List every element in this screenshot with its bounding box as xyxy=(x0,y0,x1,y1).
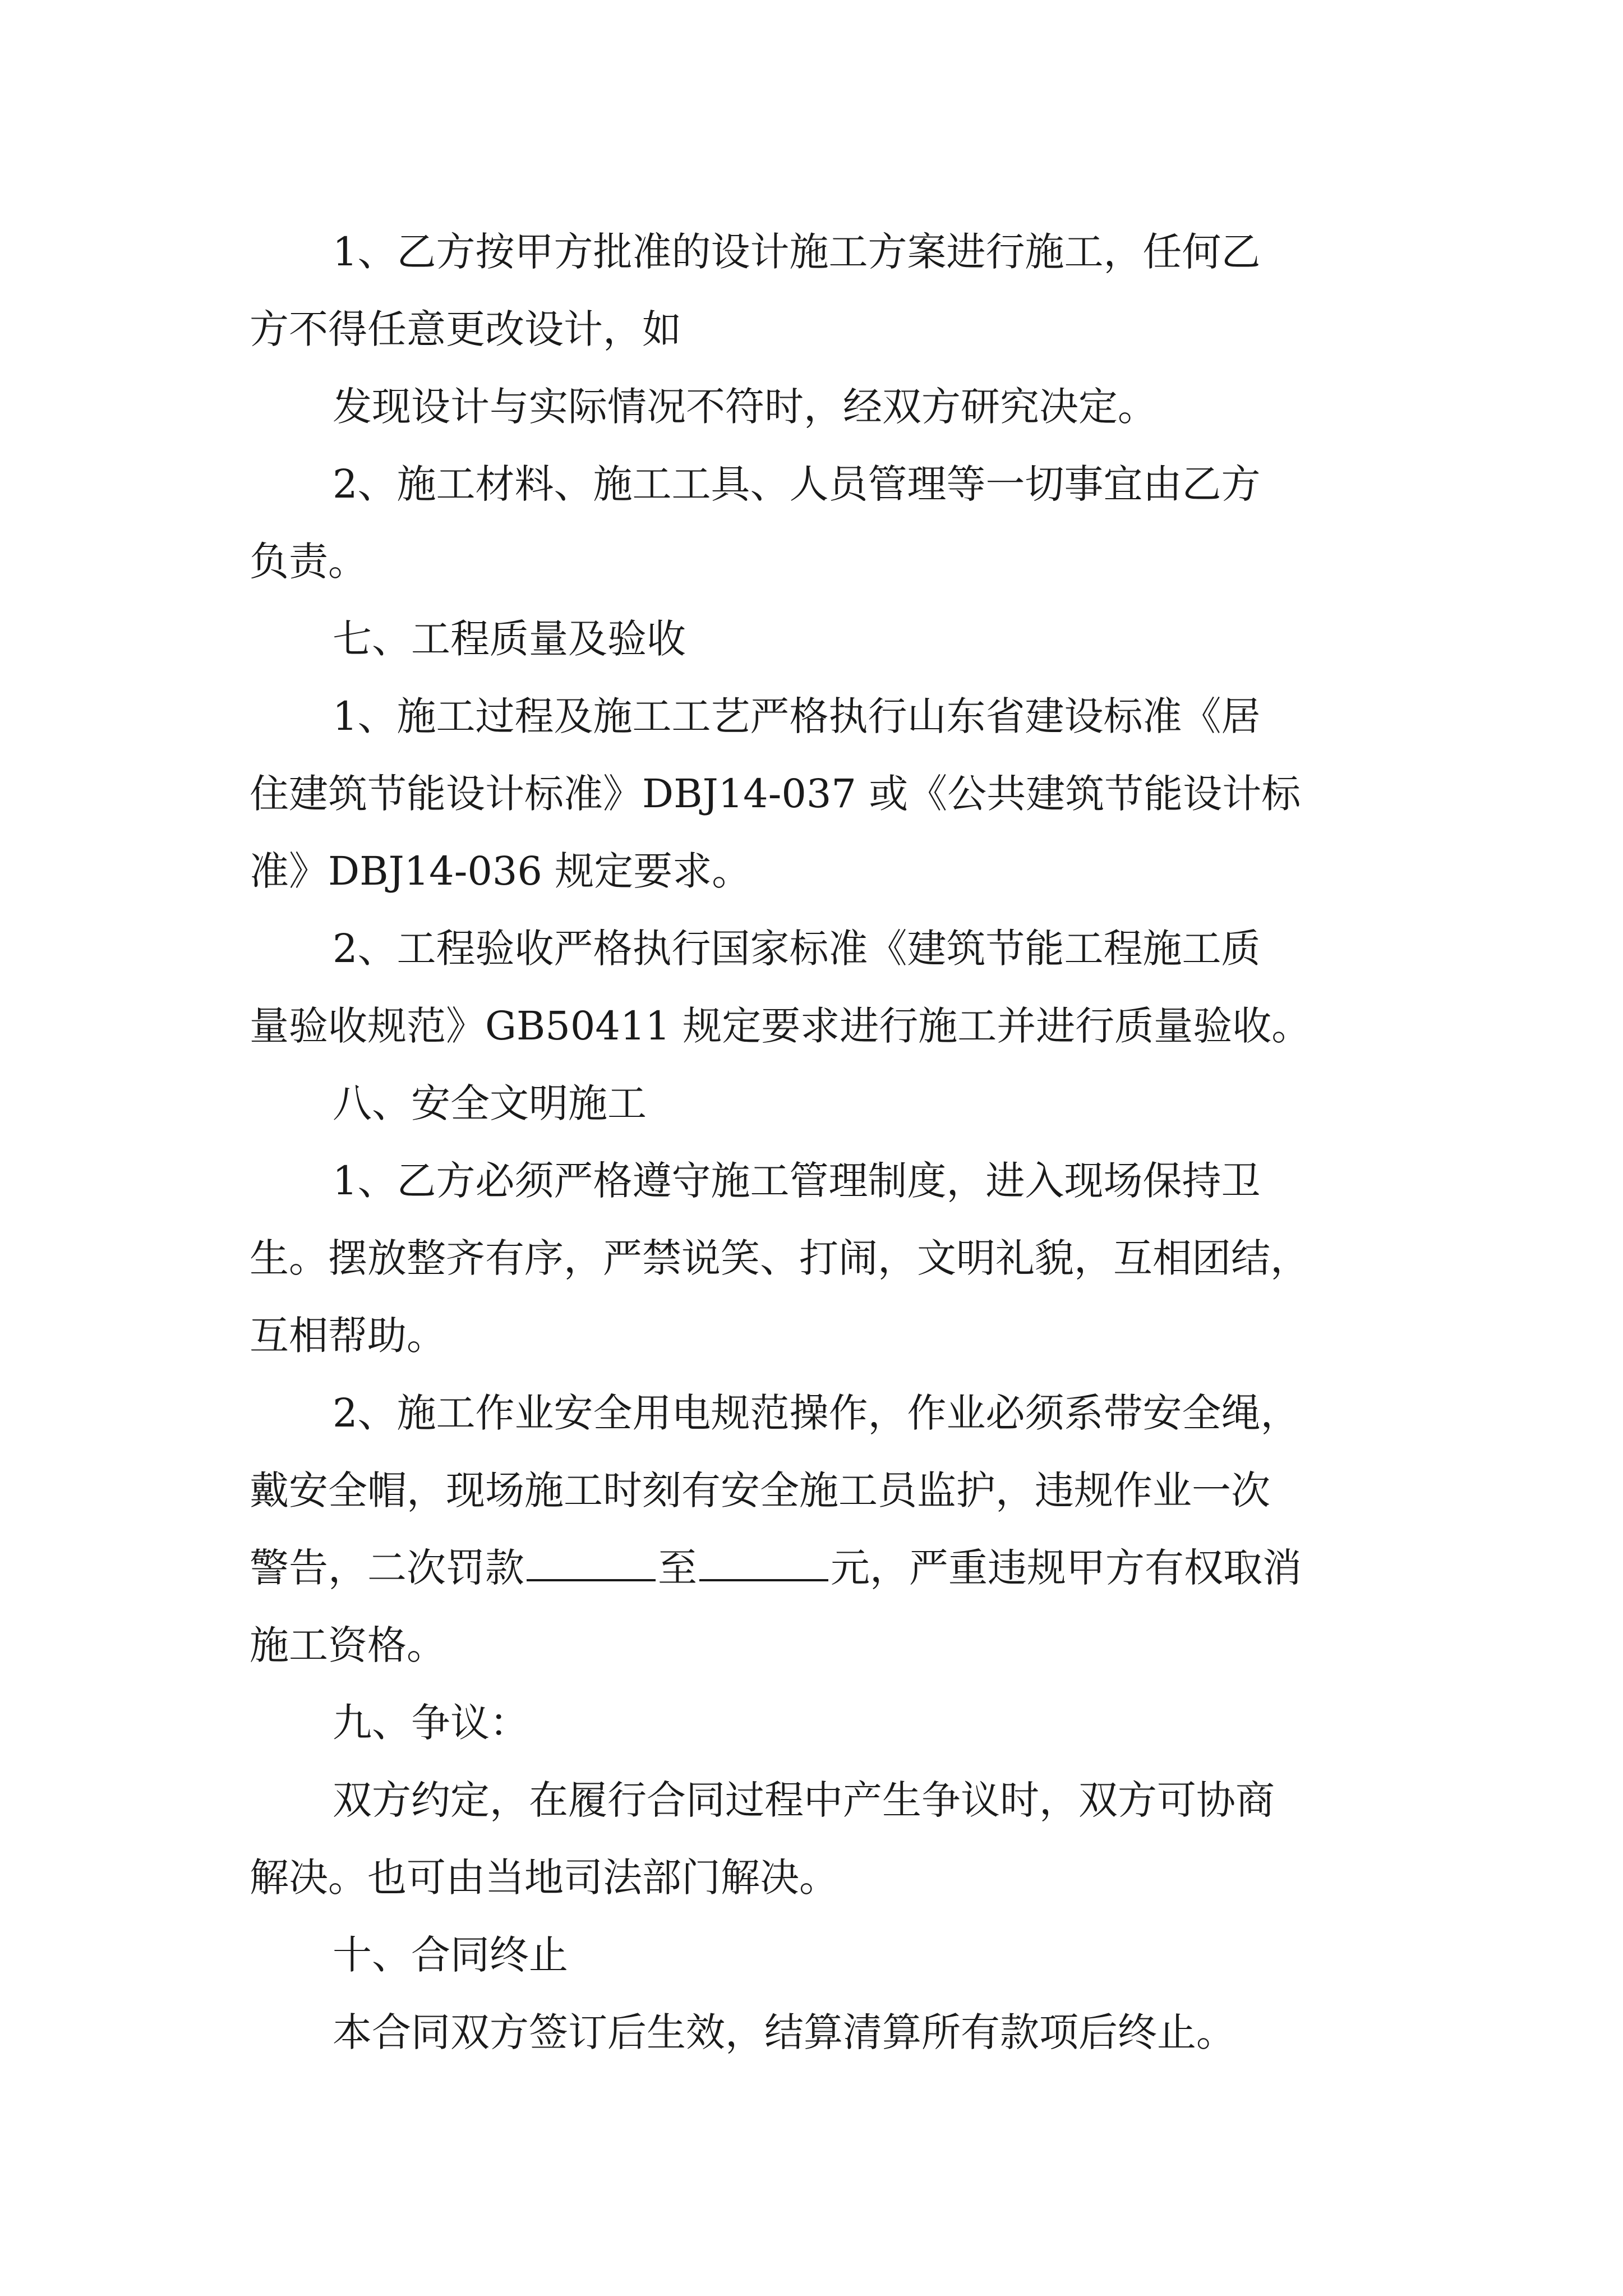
heading-text: 十、合同终止 xyxy=(333,1932,568,1978)
heading-text: 八、安全文明施工 xyxy=(333,1080,647,1126)
text-line: 施工资格。 xyxy=(250,1622,446,1668)
text-line: 双方约定，在履行合同过程中产生争议时，双方可协商 xyxy=(333,1777,1275,1823)
text-line: 量验收规范》GB50411 规定要求进行施工并进行质量验收。 xyxy=(250,1003,1311,1049)
text-line: 生。摆放整齐有序，严禁说笑、打闹，文明礼貌，互相团结， xyxy=(250,1235,1310,1281)
paragraph-construction-standards xyxy=(250,678,1394,910)
paragraph-dispute-resolution xyxy=(250,1761,1394,1916)
paragraph-electrical-safety xyxy=(250,1374,1394,1684)
paragraph-design-mismatch xyxy=(250,368,1394,445)
text-line: 1、施工过程及施工工艺严格执行山东省建设标准《居 xyxy=(333,693,1261,739)
text-line: 方不得任意更改设计，如 xyxy=(250,306,681,352)
fine-max-blank[interactable] xyxy=(699,1549,828,1581)
document-body xyxy=(250,213,1394,2071)
paragraph-design-changes xyxy=(250,213,1394,368)
paragraph-acceptance-standards xyxy=(250,910,1394,1065)
section-heading-termination xyxy=(250,1916,1394,1994)
text-line: 本合同双方签订后生效，结算清算所有款项后终止。 xyxy=(333,2009,1235,2055)
text-line: 1、乙方按甲方批准的设计施工方案进行施工，任何乙 xyxy=(333,229,1261,275)
fine-text-middle: 至 xyxy=(658,1545,697,1591)
heading-text: 九、争议： xyxy=(333,1700,529,1746)
paragraph-materials-responsibility xyxy=(250,445,1394,600)
text-line: 戴安全帽，现场施工时刻有安全施工员监护，违规作业一次 xyxy=(250,1467,1270,1513)
section-heading-safety xyxy=(250,1065,1394,1142)
text-line: 2、施工材料、施工工具、人员管理等一切事宜由乙方 xyxy=(333,461,1261,507)
section-heading-dispute xyxy=(250,1684,1394,1761)
text-line: 负责。 xyxy=(250,539,367,585)
text-line: 互相帮助。 xyxy=(250,1313,446,1359)
text-line: 2、工程验收严格执行国家标准《建筑节能工程施工质 xyxy=(333,926,1261,972)
fine-min-blank[interactable] xyxy=(527,1549,656,1581)
paragraph-termination xyxy=(250,1994,1394,2071)
text-line: 2、施工作业安全用电规范操作，作业必须系带安全绳， xyxy=(333,1390,1300,1436)
text-line: 解决。也可由当地司法部门解决。 xyxy=(250,1855,838,1901)
fine-line xyxy=(250,1529,1394,1607)
text-line: 发现设计与实际情况不符时，经双方研究决定。 xyxy=(333,384,1157,430)
text-line: 1、乙方必须严格遵守施工管理制度，进入现场保持卫 xyxy=(333,1158,1261,1204)
fine-text-before: 警告，二次罚款 xyxy=(250,1545,524,1591)
fine-text-after: 元，严重违规甲方有权取消 xyxy=(831,1545,1302,1591)
section-heading-quality xyxy=(250,600,1394,678)
heading-text: 七、工程质量及验收 xyxy=(333,616,686,662)
text-line: 住建筑节能设计标准》DBJ14-037 或《公共建筑节能设计标 xyxy=(250,771,1301,817)
paragraph-site-management xyxy=(250,1142,1394,1374)
text-line: 准》DBJ14-036 规定要求。 xyxy=(250,848,751,894)
